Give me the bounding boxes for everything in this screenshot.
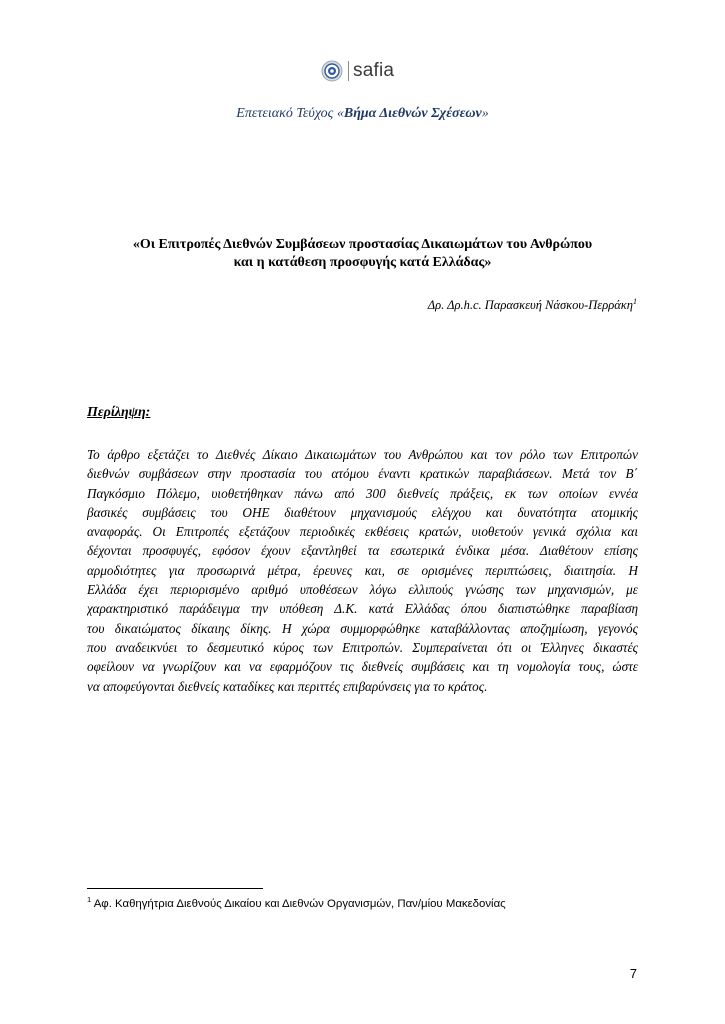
summary-line: να αποφεύγονται διεθνείς καταδίκες και περιττές επιβαρύνσεις για το κράτος. bbox=[87, 678, 488, 694]
summary-line: Παγκόσμιο Πόλεμο, υιοθετήθηκαν πάνω από 300 διεθνείς πράξεις, εκ των οποίων εννέα bbox=[87, 485, 638, 501]
logo-divider bbox=[348, 61, 349, 81]
author-name: Δρ. Δρ.h.c. Παρασκευή Νάσκου-Περράκη$^1$ bbox=[427, 297, 637, 313]
summary-line: που αναδεικνύει το δεσμευτικό κύρος των Επιτροπών. Συμπεραίνεται ότι οι Έλληνες δικαστές bbox=[87, 639, 638, 655]
safia-emblem-icon bbox=[321, 60, 343, 82]
summary-line: του δικαιώματος δίκαιης δίκης. Η χώρα συμμορφώθηκε καταβάλλοντας αποζημίωση, γεγονός bbox=[87, 620, 638, 636]
footnote-divider bbox=[87, 888, 263, 889]
footnote-reference[interactable]: 1 bbox=[633, 297, 637, 306]
article-title-line-2: και η κατάθεση προσφυγής κατά Ελλάδας» bbox=[233, 255, 492, 270]
footnote-text: Αφ. Καθηγήτρια Διεθνούς Δικαίου και Διεθνών Οργανισμών, Παν/μίου Μακεδονίας bbox=[91, 897, 506, 910]
safia-logo bbox=[321, 59, 394, 83]
summary-heading: Περίληψη: bbox=[87, 405, 151, 420]
summary-line: αναφοράς. Οι Επιτροπές εξετάζουν περιοδικές εκθέσεις κρατών, υιοθετούν γενικά σχόλια και bbox=[87, 524, 638, 540]
article-title-line-1: «Οι Επιτροπές Διεθνών Συμβάσεων προστασίας Δικαιωμάτων του Ανθρώπου bbox=[132, 237, 593, 252]
summary-line: βασικές συμβάσεις του ΟΗΕ διαθέτουν μηχανισμούς ελέγχου και δυνατότητα ατομικής bbox=[87, 504, 638, 520]
summary-line: δέχονται προσφυγές, εφόσον έχουν εξαντληθεί τα εσωτερικά ένδικα μέσα. Διαθέτουν επίσης bbox=[87, 543, 638, 559]
summary-line: οφείλουν να γνωρίζουν και να εφαρμόζουν τις διεθνείς συμβάσεις και τη νομολογία τους, ώστε bbox=[87, 659, 638, 675]
issue-title: Επετειακό Τεύχος «Βήμα Διεθνών Σχέσεων» bbox=[236, 106, 489, 121]
summary-line: διεθνών συμβάσεων στην προστασία του ατόμου έναντι κρατικών παραβιάσεων. Μετά τον Β΄ bbox=[87, 466, 638, 482]
footnote-mark: 1 bbox=[87, 895, 92, 904]
summary-line: Ελλάδα έχει περιορισμένο αριθμό υποθέσεων λόγω ελλιπούς γνώσης των μηχανισμών, με bbox=[87, 582, 638, 598]
page-number: 7 bbox=[629, 966, 637, 981]
issue-name: Βήμα Διεθνών Σχέσεων bbox=[343, 106, 482, 121]
summary-line: αρμοδιότητες για προσωρινά μέτρα, έρευνες και, σε ορισμένες περιπτώσεις, διαιτησία. Η bbox=[87, 562, 638, 578]
footnote bbox=[87, 895, 506, 910]
summary-line: Το άρθρο εξετάζει το Διεθνές Δίκαιο Δικαιωμάτων του Ανθρώπου και τον ρόλο των Επιτροπών bbox=[87, 447, 638, 462]
summary-line: χαρακτηριστικό παράδειγμα την υπόθεση Δ.Κ. κατά Ελλάδας όπου διαπιστώθηκε παραβίαση bbox=[87, 601, 638, 617]
summary-body bbox=[87, 445, 638, 696]
logo-text: safia bbox=[353, 60, 395, 81]
